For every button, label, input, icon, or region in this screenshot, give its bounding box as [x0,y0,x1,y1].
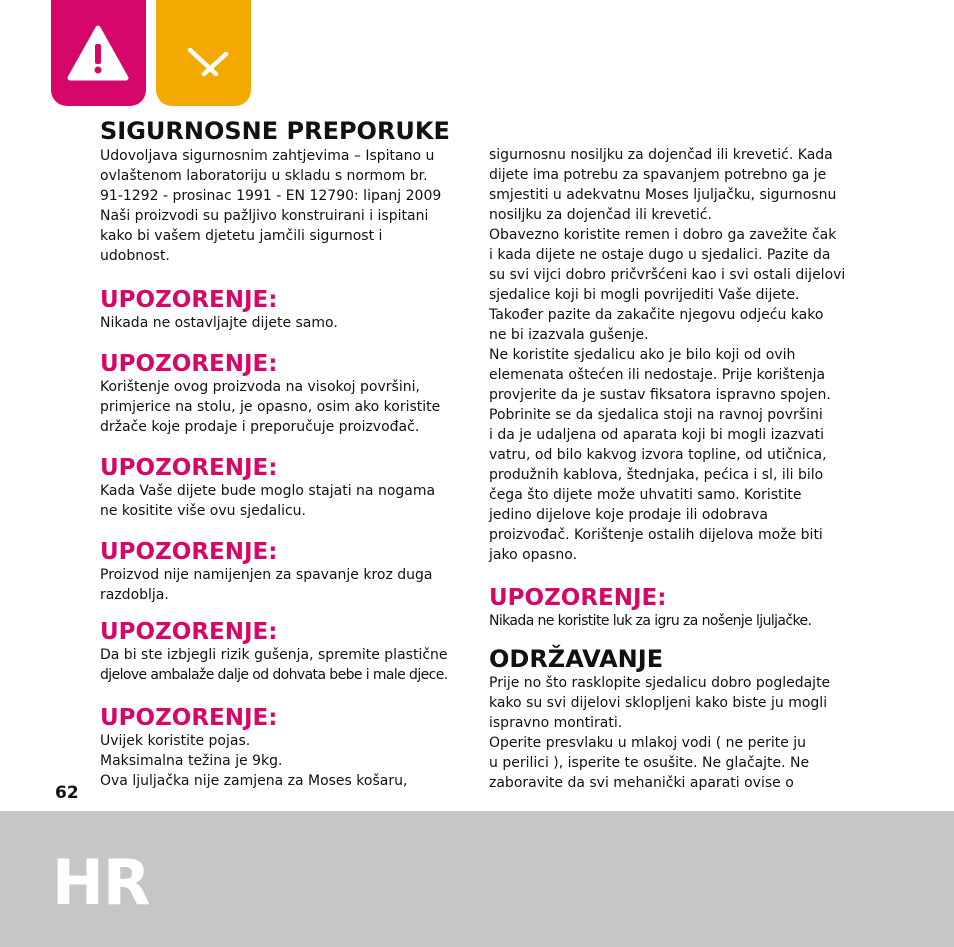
warning-text-continued: djelove ambalaže dalje od dohvata bebe i male djece. [100,667,448,683]
warning-block [100,287,460,333]
warning-heading: UPOZORENJE: [100,455,278,481]
warning-block [489,585,849,631]
warning-tab [51,0,146,106]
maintenance-text: Prije no što rasklopite sjedalicu dobro pogledajte kako su svi dijelovi sklopljeni kako biste ju mogli ispravno montirati. Operite presvlaku u mlakoj vodi ( ne perite ju u perilici ), isperite te osušite. Ne glačajte. Ne zaboravite da svi mehanički aparati ovise o [489,675,831,791]
safety-intro: Udovoljava sigurnosnim zahtjevima – Ispitano u ovlaštenom laboratoriju u skladu s normom br. 91-1292 - prosinac 1991 - EN 12790: lipanj 2009 Naši proizvodi su pažljivo konstruirani i ispitani kako bi vašem djetetu jamčili sigurnost i udobnost. [100,148,442,264]
page-number: 62 [55,783,79,803]
safety-continuation: sigurnosnu nosiljku za dojenčad ili krevetić. Kada dijete ima potrebu za spavanjem potrebno ga je smjestiti u adekvatnu Moses ljuljačku, sigurnosnu nosiljku za dojenčad ili krevetić. Obavezno koristite remen i dobro ga zavežite čak i kada dijete ne ostaje dugo u sjedalici. Pazite da su svi vijci dobro pričvršćeni kao i svi ostali dijelovi sjedalice koji bi mogli povrijediti Vaše dijete. Također pazite da zakačite njegovu odjeću kako ne bi izazvala gušenje. Ne koristite sjedalicu ako je bilo koji od ovih elemenata oštećen ili nedostaje. Prije korištenja provjerite da je sustav fiksatora ispravno spojen. Pobrinite se da sjedalica stoji na ravnoj površini i da je udaljena od aparata koji bi mogli izazvati vatru, od bilo kakvog izvora topline, od utičnica, produžnih kablova, štednjaka, pećica i sl, ili bilo čega što dijete može uhvatiti samo. Koristite jedino dijelove koje prodaje ili odobrava proizvođač. Korištenje ostalih dijelova može biti jako opasno. [489,147,846,563]
language-code: HR [52,846,150,919]
tool-tab [156,0,251,106]
warning-text: Nikada ne koristite luk za igru za nošenje ljuljačke. [489,613,812,629]
right-column [489,145,849,793]
warning-text: Da bi ste izbjegli rizik gušenja, spremite plastične [100,647,448,663]
hammer-tool-icon [156,0,251,106]
warning-text: Korištenje ovog proizvoda na visokoj površini, primjerice na stolu, je opasno, osim ako koristite držače koje prodaje i preporučuje proizvođač. [100,379,441,435]
left-column [100,117,460,791]
warning-text: Kada Vaše dijete bude moglo stajati na nogama ne kositite više ovu sjedalicu. [100,483,436,519]
warning-block [100,705,460,791]
warning-block [100,539,460,605]
warning-heading: UPOZORENJE: [100,705,278,731]
warning-text: Nikada ne ostavljajte dijete samo. [100,315,338,331]
warning-block [100,619,460,685]
warning-text: Uvijek koristite pojas. Maksimalna težina je 9kg. Ova ljuljačka nije zamjena za Moses košaru, [100,733,408,789]
maintenance-title: ODRŽAVANJE [489,645,664,673]
warning-heading: UPOZORENJE: [100,539,278,565]
warning-heading: UPOZORENJE: [489,585,667,611]
warning-heading: UPOZORENJE: [100,619,278,645]
warning-heading: UPOZORENJE: [100,351,278,377]
warning-text: Proizvod nije namijenjen za spavanje kroz duga razdoblja. [100,567,433,603]
safety-title: SIGURNOSNE PREPORUKE [100,117,450,145]
warning-block [100,455,460,521]
warning-heading: UPOZORENJE: [100,287,278,313]
warning-block [100,351,460,437]
warning-triangle-icon [51,0,146,106]
